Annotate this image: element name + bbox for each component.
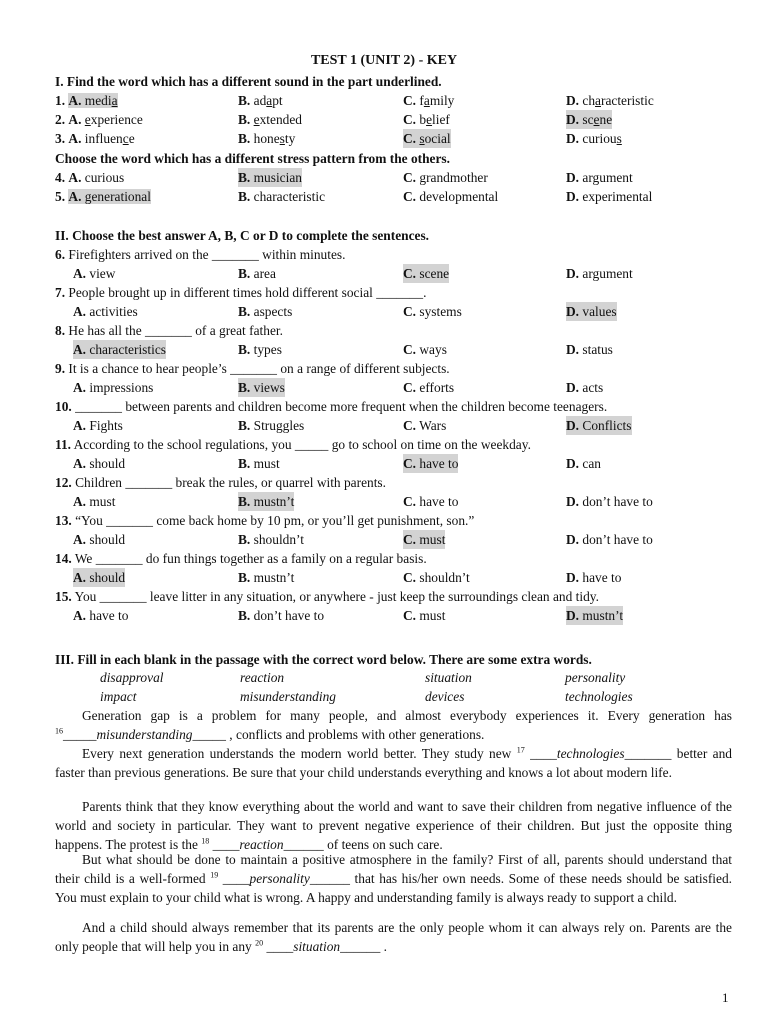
option-d: D. can — [566, 456, 601, 471]
option-d: D. acts — [566, 380, 604, 395]
option-b: B. area — [238, 266, 276, 281]
question-options — [55, 492, 735, 511]
option-d: D. don’t have to — [566, 494, 653, 509]
option-d: D. Conflicts — [566, 418, 632, 433]
blank-answer-17: technologies — [556, 746, 625, 761]
word-bank-item: situation — [425, 670, 472, 685]
passage-paragraph-5: And a child should always remember that its parents are the only people whom it can always rely on. Parents are the only people that will help you in any $^{20}$ ____situation______ . — [55, 920, 732, 954]
blank-answer-19: personality — [249, 871, 310, 886]
passage-paragraph-2: Every next generation understands the modern world better. They study new $^{17}$ ____technologies_______ better and faster than previous generations. Be sure that your child understands everything and knows a lot about modern life. — [55, 745, 732, 780]
option-a: A. view — [73, 266, 116, 281]
question-options — [55, 416, 735, 435]
question-options — [55, 530, 735, 549]
question-stem: 7. People brought up in different times hold different social _______. — [55, 285, 427, 300]
option-b: B. mustn’t — [238, 570, 295, 585]
option-a: A. activities — [73, 304, 138, 319]
question-stem: 8. He has all the _______ of a great father. — [55, 323, 283, 338]
option-a: A. have to — [73, 608, 129, 623]
question-options — [55, 454, 735, 473]
option-a: A. impressions — [73, 380, 154, 395]
blank-answer-20: situation — [293, 939, 341, 954]
question-2: 2. A. experience B. extended C. belief D. scene — [55, 112, 613, 127]
word-bank-item: personality — [565, 670, 626, 685]
section2-heading: II. Choose the best answer A, B, C or D to complete the sentences. — [55, 228, 430, 243]
passage-paragraph-3: Parents think that they know everything about the world and want to save their children from negative influence of the world and society in particular. They want to prevent negative experience of their children. But just the opposite thing happens. The protest is the $^{18}$ ____reaction______ of teens on such care. — [55, 799, 732, 852]
option-d: D. values — [566, 304, 617, 319]
question-stem: 12. Children _______ break the rules, or quarrel with parents. — [55, 475, 386, 490]
word-bank-item: misunderstanding — [240, 689, 336, 704]
passage-paragraph-1: Generation gap is a problem for many people, and almost everybody experiences it. Every generation has $^{16}$_____misunderstanding_____ , conflicts and problems with other generations. — [55, 708, 732, 742]
question-stem: 14. We _______ do fun things together as a family on a regular basis. — [55, 551, 427, 566]
question-stem: 9. It is a chance to hear people’s _______ on a range of different subjects. — [55, 361, 450, 376]
question-options — [55, 568, 735, 587]
option-d: D. have to — [566, 570, 622, 585]
option-c: C. systems — [403, 304, 462, 319]
word-bank-row-1 — [100, 668, 720, 687]
option-c: C. have to — [403, 456, 459, 471]
blank-answer-18: reaction — [239, 837, 284, 852]
question-stem: 10. _______ between parents and children become more frequent when the children become teenagers. — [55, 399, 608, 414]
option-c: C. Wars — [403, 418, 447, 433]
option-c: C. must — [403, 532, 446, 547]
option-b: B. types — [238, 342, 282, 357]
option-a: A. Fights — [73, 418, 123, 433]
option-c: C. must — [403, 608, 446, 623]
option-a: A. should — [73, 456, 126, 471]
option-d: D. don’t have to — [566, 532, 653, 547]
option-b: B. aspects — [238, 304, 293, 319]
option-b: B. mustn’t — [238, 494, 295, 509]
question-options — [55, 264, 735, 283]
word-bank-item: disapproval — [100, 670, 164, 685]
option-a: A. must — [73, 494, 116, 509]
option-a: A. should — [73, 532, 126, 547]
option-b: B. don’t have to — [238, 608, 325, 623]
word-bank-item: devices — [425, 689, 465, 704]
option-b: B. Struggles — [238, 418, 305, 433]
option-b: B. views — [238, 380, 285, 395]
page-title: TEST 1 (UNIT 2) - KEY — [310, 53, 458, 68]
section3-heading: III. Fill in each blank in the passage with the correct word below. There are some extra words. — [55, 652, 592, 667]
option-b: B. must — [238, 456, 280, 471]
option-d: D. status — [566, 342, 613, 357]
option-d: D. mustn’t — [566, 608, 624, 623]
question-options — [55, 340, 735, 359]
question-stem: 11. According to the school regulations, you _____ go to school on time on the weekday. — [55, 437, 531, 452]
stress-heading: Choose the word which has a different stress pattern from the others. — [55, 151, 450, 166]
option-c: C. have to — [403, 494, 459, 509]
option-c: C. shouldn’t — [403, 570, 470, 585]
question-options — [55, 378, 735, 397]
option-b: B. shouldn’t — [238, 532, 304, 547]
option-c: C. scene — [403, 266, 450, 281]
word-bank-item: technologies — [565, 689, 633, 704]
question-1: 1. A. media B. adapt C. family D. characteristic — [55, 93, 654, 108]
blank-answer-16: misunderstanding — [96, 727, 193, 742]
question-3: 3. A. influence B. honesty C. social D. curious — [55, 131, 622, 146]
option-c: C. ways — [403, 342, 447, 357]
page-number: 1 — [722, 990, 729, 1005]
word-bank-item: reaction — [240, 670, 285, 685]
option-d: D. argument — [566, 266, 633, 281]
word-bank-item: impact — [100, 689, 137, 704]
question-options — [55, 606, 735, 625]
option-a: A. should — [73, 570, 126, 585]
option-a: A. characteristics — [73, 342, 166, 357]
question-5: 5. A. generational B. characteristic C. developmental D. experimental — [55, 189, 653, 204]
question-4: 4. A. curious B. musician C. grandmother D. argument — [55, 170, 633, 185]
question-stem: 15. You _______ leave litter in any situation, or anywhere - just keep the surroundings clean and tidy. — [55, 589, 599, 604]
section1-heading: I. Find the word which has a different sound in the part underlined. — [55, 74, 442, 89]
passage-paragraph-4: But what should be done to maintain a positive atmosphere in the family? First of all, parents should understand that their child is a well-formed $^{19}$ ____personality______ that has his/her own needs. Some of these needs should be satisfied. You must explain to your child what is wrong. A happy and understanding family is always ready to support a child. — [55, 852, 732, 905]
question-stem: 13. “You _______ come back home by 10 pm, or you’ll get punishment, son.” — [55, 513, 475, 528]
question-options — [55, 302, 735, 321]
word-bank-row-2 — [100, 687, 720, 706]
option-c: C. efforts — [403, 380, 455, 395]
question-stem: 6. Firefighters arrived on the _______ within minutes. — [55, 247, 346, 262]
